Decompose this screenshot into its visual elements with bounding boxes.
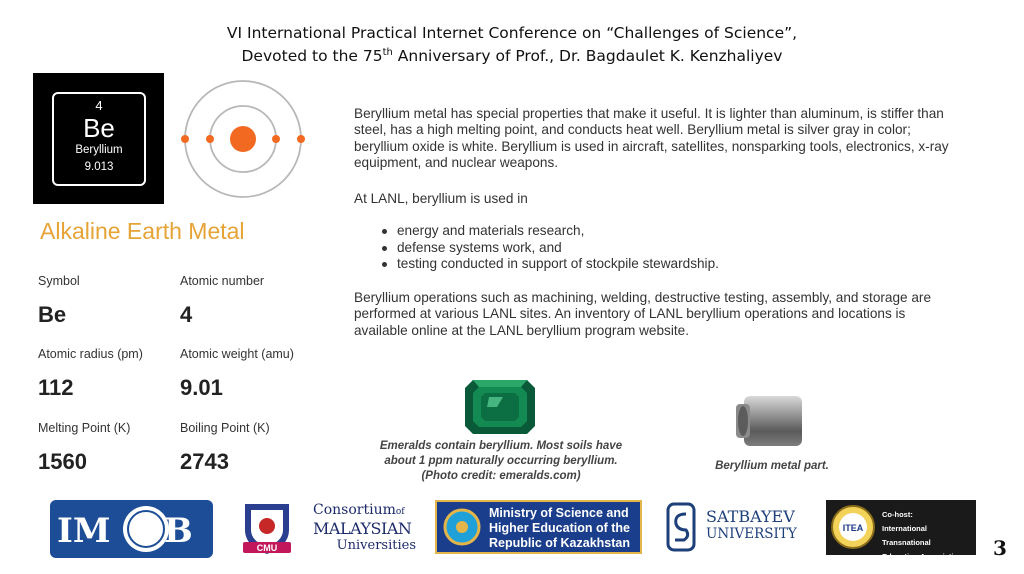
- title-line-2: [0, 45, 1024, 68]
- logo-text: UNIVERSITY: [706, 526, 797, 542]
- symbol-label: Symbol: [38, 274, 80, 288]
- electron: [181, 135, 189, 143]
- element-number: 4: [95, 98, 103, 113]
- kazakhstan-emblem-icon: [443, 508, 481, 546]
- logo-text: International Transnational: [882, 524, 931, 547]
- svg-text:B: B: [164, 511, 193, 551]
- title-line-2-end: Anniversary of Prof., Dr. Bagdaulet K. Kenzhaliyev: [392, 47, 783, 65]
- consortium-malaysian-universities-logo: [313, 503, 416, 555]
- caption-line: about 1 ppm naturally occurring beryllium.: [384, 455, 618, 467]
- nucleus: [230, 126, 256, 152]
- radius-label: Atomic radius (pm): [38, 347, 143, 361]
- caption-line: (Photo credit: emeralds.com): [421, 470, 581, 482]
- paragraph-lanl-intro: At LANL, beryllium is used in: [354, 191, 528, 206]
- title-superscript: th: [382, 47, 393, 58]
- element-name: Beryllium: [75, 144, 123, 156]
- logo-text: Ministry of Science and: [489, 506, 629, 520]
- itea-emblem-icon: [830, 504, 876, 550]
- logo-text: of: [395, 507, 405, 517]
- satbayev-emblem-icon: [666, 502, 696, 552]
- emerald-image: [463, 378, 537, 436]
- boiling-value: 2743: [180, 449, 229, 474]
- symbol-value: Be: [38, 302, 67, 327]
- metal-caption: Beryllium metal part.: [715, 460, 829, 472]
- electron: [206, 135, 214, 143]
- logo-text: Consortium: [313, 502, 396, 518]
- svg-text:IM: IM: [57, 511, 111, 551]
- uses-list: [380, 223, 719, 273]
- imqb-mark: [50, 500, 213, 558]
- boiling-label: Boiling Point (K): [180, 421, 270, 435]
- atomic-number-label: Atomic number: [180, 274, 265, 288]
- bohr-atom-diagram: [172, 76, 312, 204]
- weight-value: 9.01: [180, 375, 223, 400]
- logo-text: Higher Education of the: [489, 521, 630, 535]
- logo-text: MALAYSIAN: [313, 519, 412, 538]
- logo-text: Republic of Kazakhstan: [489, 536, 630, 550]
- ministry-logo: [435, 500, 642, 554]
- logo-text: SATBAYEV: [706, 507, 795, 526]
- electron: [272, 135, 280, 143]
- melting-label: Melting Point (K): [38, 421, 131, 435]
- cmu-shield: [237, 500, 297, 556]
- list-item: defense systems work, and: [380, 240, 719, 257]
- cmu-logo: [237, 500, 297, 556]
- element-category: Alkaline Earth Metal: [40, 218, 245, 244]
- itea-logo: [826, 500, 976, 561]
- paragraph-properties: Beryllium metal has special properties that make it useful. It is lighter than aluminum, is stiffer than steel, has a high melting point, and conducts heat well. Beryllium metal is silver gray in color; beryllium oxide is white. Beryllium is used in aircraft, satellites, nonsparking tools, electronics, x-ray equipment, and nuclear weapons.: [354, 106, 949, 170]
- logo-text: Universities: [336, 538, 416, 553]
- weight-label: Atomic weight (amu): [180, 347, 294, 361]
- satbayev-university-logo: [666, 500, 806, 554]
- title-line-2-start: Devoted to the 75: [241, 47, 383, 65]
- element-mass: 9.013: [84, 161, 114, 173]
- title-line-1: VI International Practical Internet Conference on “Challenges of Science”,: [226, 24, 798, 42]
- element-tile: [52, 92, 146, 186]
- logo-text: Education Association: [882, 552, 963, 561]
- caption-line: Emeralds contain beryllium. Most soils have: [379, 440, 623, 452]
- page-number: 3: [993, 536, 1007, 560]
- radius-value: 112: [38, 375, 74, 400]
- element-symbol: Be: [83, 113, 115, 143]
- paragraph-operations: Beryllium operations such as machining, welding, destructive testing, assembly, and storage are performed at various LANL sites. An inventory of LANL beryllium operations and locations is available online at the LANL beryllium program website.: [354, 290, 932, 338]
- emerald-caption: [370, 439, 632, 484]
- svg-text:CMU: CMU: [256, 543, 278, 553]
- logo-text: Co-host:: [882, 510, 913, 519]
- list-item: testing conducted in support of stockpile stewardship.: [380, 256, 719, 273]
- electron: [297, 135, 305, 143]
- list-item: energy and materials research,: [380, 223, 719, 240]
- melting-value: 1560: [38, 449, 87, 474]
- slide-title: [0, 22, 1024, 68]
- imqb-logo: [50, 500, 213, 558]
- itea-mark-text: ITEA: [842, 523, 864, 533]
- ministry-name: [489, 506, 630, 551]
- beryllium-part-image: [734, 390, 810, 452]
- atomic-number-value: 4: [180, 302, 193, 327]
- itea-text: [882, 508, 976, 564]
